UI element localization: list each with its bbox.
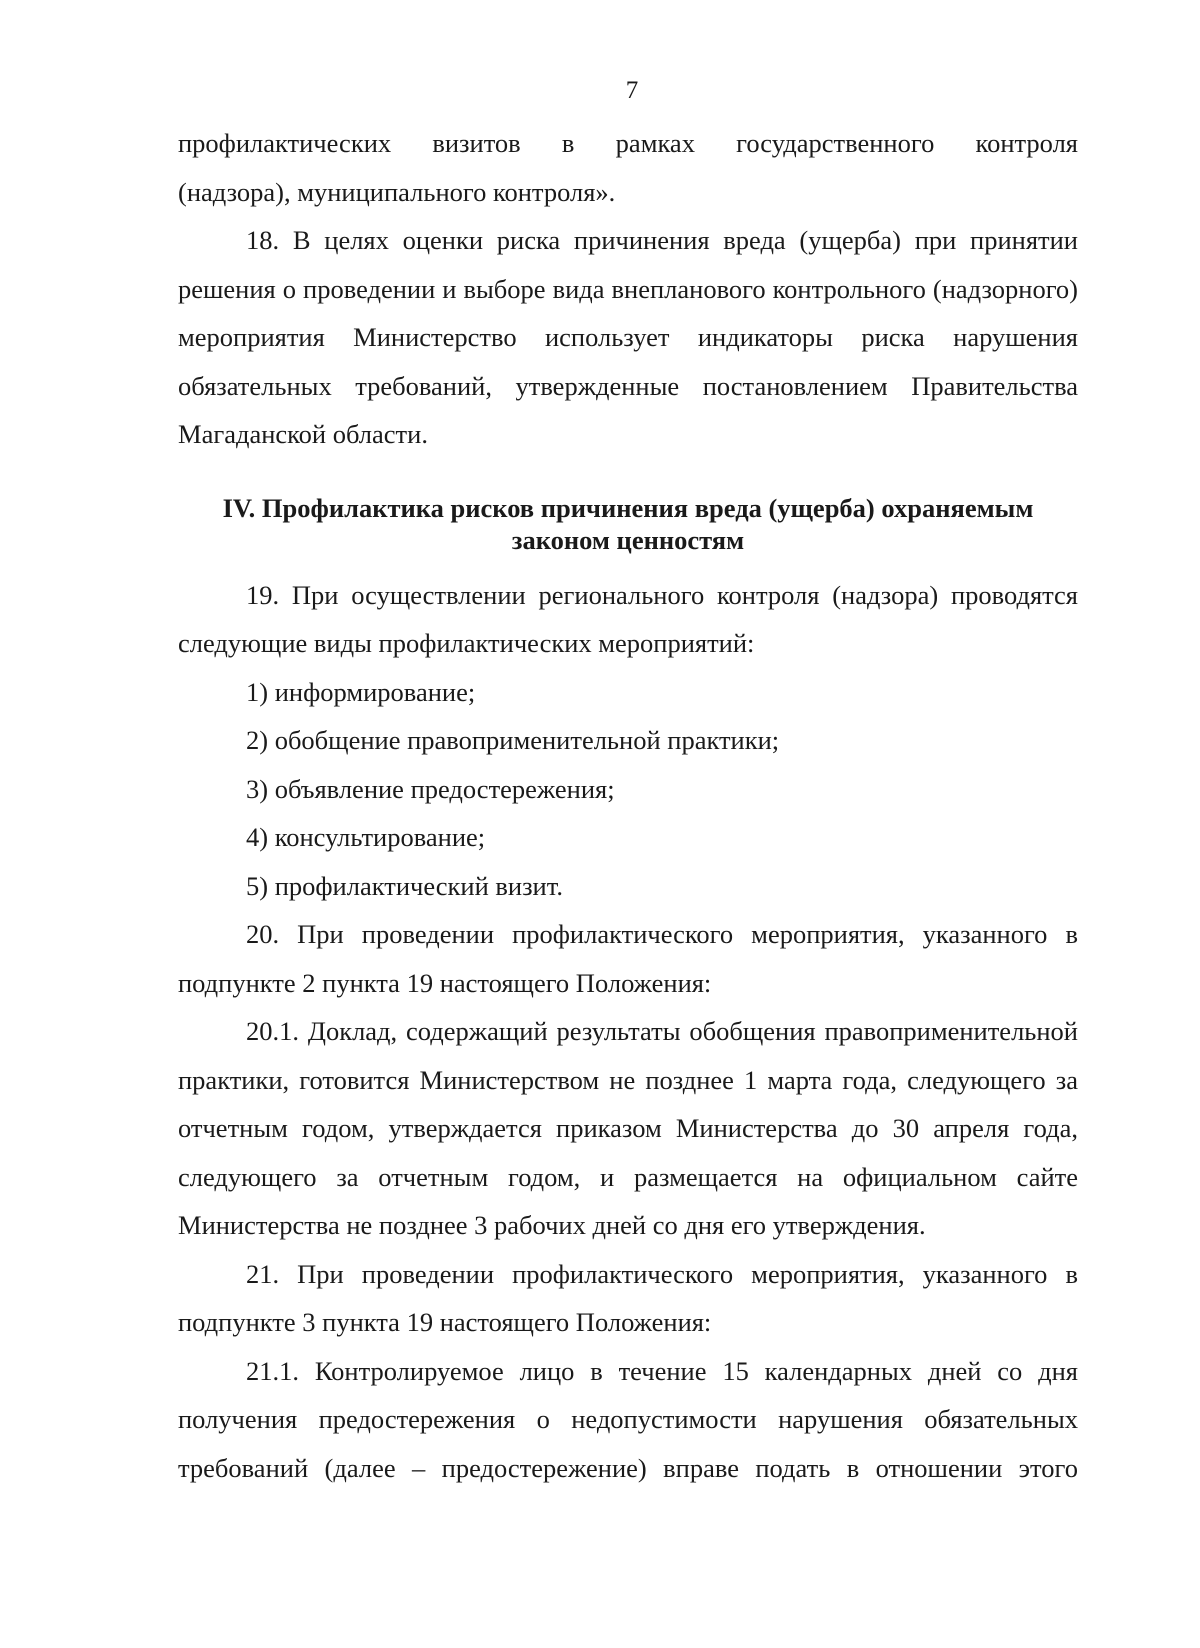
document-body xyxy=(178,119,1078,1492)
list-item: 4) консультирование; xyxy=(246,822,486,852)
section-heading-line1: IV. Профилактика рисков причинения вреда (ущерба) охраняемым xyxy=(222,492,1034,523)
paragraph-20-1: 20.1. Доклад, содержащий результаты обобщения правоприменительной практики, готовится Министерством не позднее 1 марта года, следующего за отчетным годом, утверждается приказом Министерства до 30 апреля года, следующего за отчетным годом, и размещается на официальном сайте Министерства не позднее 3 рабочих дней со дня его утверждения. xyxy=(178,1016,1078,1240)
list-item: 1) информирование; xyxy=(246,676,476,707)
paragraph-21: 21. При проведении профилактического мероприятия, указанного в подпункте 3 пункта 19 настоящего Положения: xyxy=(178,1258,1078,1337)
list-item: 5) профилактический визит. xyxy=(246,870,563,901)
list-item: 2) обобщение правоприменительной практики; xyxy=(246,725,780,755)
list-item: 3) объявление предостережения; xyxy=(246,773,615,804)
paragraph-continuation-line2: (надзора), муниципального контроля». xyxy=(178,176,616,207)
section-heading xyxy=(178,492,1078,556)
paragraph-continuation-line1: профилактических визитов в рамках государственного контроля xyxy=(178,128,1078,158)
paragraph-18: 18. В целях оценки риска причинения вреда (ущерба) при принятии решения о проведении и выборе вида внепланового контрольного (надзорного) мероприятия Министерство использует индикаторы риска нарушения обязательных требований, утвержденные постановлением Правительства Магаданской области. xyxy=(178,225,1078,449)
page-number: 7 xyxy=(625,77,639,104)
paragraph-19: 19. При осуществлении регионального контроля (надзора) проводятся следующие виды профилактических мероприятий: xyxy=(178,579,1078,658)
paragraph-20: 20. При проведении профилактического мероприятия, указанного в подпункте 2 пункта 19 настоящего Положения: xyxy=(178,919,1078,998)
section-heading-line2: законом ценностям xyxy=(511,524,745,555)
paragraph-21-1: 21.1. Контролируемое лицо в течение 15 календарных дней со дня получения предостережения о недопустимости нарушения обязательных требований (далее – предостережение) вправе подать в отношении этого xyxy=(178,1355,1078,1483)
